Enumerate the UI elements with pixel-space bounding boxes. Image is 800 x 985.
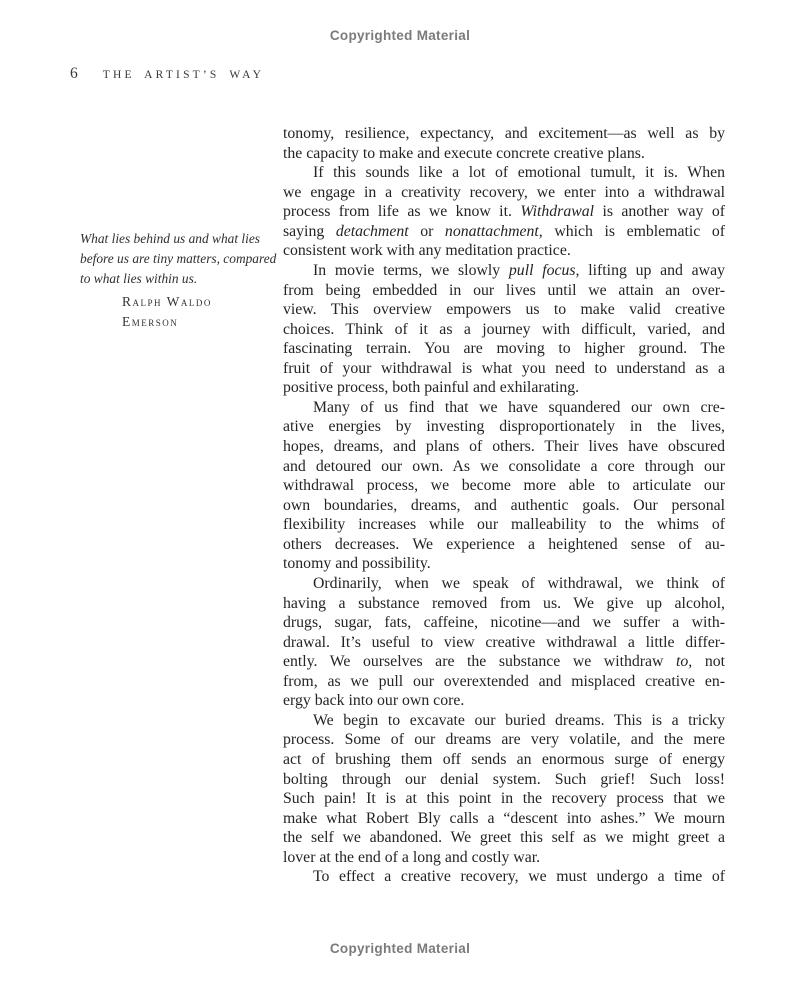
body-line	[283, 652, 725, 672]
attribution-line: Emerson	[122, 314, 179, 329]
quote-line: What lies behind us and what lies	[80, 231, 261, 246]
body-line	[283, 828, 725, 848]
body-line	[283, 359, 725, 379]
body-line	[283, 339, 725, 359]
body-line	[283, 300, 725, 320]
body-line	[283, 672, 725, 692]
body-line	[283, 515, 725, 535]
text-segment: hopes, dreams, and plans of others. Their lives have obscured	[283, 438, 725, 455]
text-segment: We begin to excavate our buried dreams. This is a tricky	[313, 711, 725, 729]
text-segment: fascinating terrain. You are moving to higher ground. The	[283, 340, 725, 358]
body-line	[283, 809, 725, 829]
text-segment: is another way of	[594, 203, 726, 221]
text-segment: withdrawal process, we become more able to articulate our	[283, 477, 725, 495]
text-segment: bolting through our denial system. Such grief! Such loss!	[283, 770, 725, 788]
body-line	[283, 437, 725, 457]
body-line	[283, 183, 725, 203]
text-segment: lifting up and away	[579, 261, 725, 279]
text-segment: or	[408, 222, 445, 240]
text-segment: tonomy and possibility.	[283, 555, 431, 573]
body-line	[283, 281, 725, 301]
text-segment: view. This overview empowers us to make valid creative	[283, 301, 725, 319]
text-segment: make what Robert Bly calls a “descent into ashes.” We mourn	[283, 809, 725, 827]
body-line	[283, 535, 725, 555]
text-segment: drugs, sugar, fats, caffeine, nicotine—and we suffer a with-	[283, 614, 725, 632]
body-line	[283, 320, 725, 340]
body-line	[283, 867, 725, 887]
text-segment: Ordinarily, when we speak of withdrawal, we think of	[313, 574, 725, 592]
body-line	[283, 417, 725, 437]
text-segment: from being embedded in our lives until we attain an over-	[283, 281, 725, 299]
italic-text-segment: pull focus,	[508, 261, 580, 279]
text-segment: tonomy, resilience, expectancy, and excitement—as well as by	[283, 125, 725, 142]
body-line	[283, 770, 725, 790]
body-line	[283, 476, 725, 496]
body-line	[283, 789, 725, 809]
text-segment: lover at the end of a long and costly war.	[283, 848, 541, 866]
text-segment: positive process, both painful and exhilarating.	[283, 379, 580, 397]
body-line	[283, 848, 725, 868]
book-title: THE ARTIST’S WAY	[102, 69, 265, 81]
text-segment: we engage in a creativity recovery, we enter into a withdrawal	[283, 183, 725, 201]
body-line	[283, 398, 725, 418]
body-line	[283, 222, 725, 242]
copyright-banner-bottom: Copyrighted Material	[329, 941, 471, 956]
body-line	[283, 613, 725, 633]
text-segment: flexibility increases while our malleability to the whims of	[283, 516, 725, 534]
running-head	[70, 65, 264, 83]
text-segment: fruit of your withdrawal is what you need to understand as a	[283, 359, 725, 377]
quote-line: before us are tiny matters, compared	[80, 251, 277, 266]
text-segment: from, as we pull our overextended and misplaced creative en-	[283, 672, 725, 690]
margin-quote	[80, 229, 285, 289]
body-line	[283, 554, 725, 574]
body-line	[283, 750, 725, 770]
text-segment: If this sounds like a lot of emotional tumult, it is. When	[313, 164, 725, 182]
text-segment: saying	[283, 222, 336, 240]
text-segment: ative energies by investing disproportionately in the lives,	[283, 418, 725, 436]
italic-text-segment: Withdrawal	[520, 203, 595, 221]
text-segment: others decreases. We experience a heightened sense of au-	[283, 535, 725, 553]
body-text-column	[283, 124, 725, 887]
text-segment: choices. Think of it as a journey with difficult, varied, and	[283, 320, 725, 338]
text-segment: Many of us find that we have squandered our own cre-	[313, 398, 725, 416]
body-line	[283, 730, 725, 750]
text-segment: process. Some of our dreams are very volatile, and the mere	[283, 731, 725, 749]
text-segment: Such pain! It is at this point in the recovery process that we	[283, 790, 725, 808]
body-line	[283, 144, 725, 164]
page-number: 6	[70, 65, 78, 82]
text-segment: drawal. It’s useful to view creative withdrawal a little differ-	[283, 633, 725, 651]
text-segment: ergy back into our own core.	[283, 692, 465, 710]
quote-line: to what lies within us.	[80, 271, 198, 286]
text-segment: ently. We ourselves are the substance we withdraw	[283, 653, 677, 671]
text-segment: own boundaries, dreams, and authentic goals. Our personal	[283, 496, 725, 514]
quote-attribution	[122, 292, 212, 332]
text-segment: In movie terms, we slowly	[313, 261, 509, 279]
italic-text-segment: detachment	[335, 222, 409, 240]
text-segment: the self we abandoned. We greet this self as we might greet a	[283, 829, 725, 847]
text-segment: which is emblematic of	[542, 222, 725, 240]
attribution-line: Ralph Waldo	[122, 294, 212, 309]
body-line	[283, 261, 725, 281]
text-segment: the capacity to make and execute concrete creative plans.	[283, 144, 645, 162]
body-line	[283, 378, 725, 398]
body-line	[283, 124, 725, 144]
body-line	[283, 457, 725, 477]
body-line	[283, 241, 725, 261]
body-line	[283, 633, 725, 653]
text-segment: To effect a creative recovery, we must undergo a time of	[313, 868, 725, 886]
body-line	[283, 691, 725, 711]
text-segment: process from life as we know it.	[283, 203, 521, 221]
italic-text-segment: nonattachment,	[444, 222, 543, 240]
text-segment: and detoured our own. As we consolidate a core through our	[283, 457, 725, 475]
text-segment: not	[692, 653, 725, 671]
body-line	[283, 496, 725, 516]
text-segment: act of brushing them off sends an enormous surge of energy	[283, 751, 725, 768]
italic-text-segment: to,	[676, 653, 693, 671]
text-segment: consistent work with any meditation practice.	[283, 242, 571, 260]
body-line	[283, 594, 725, 614]
body-line	[283, 202, 725, 222]
body-line	[283, 711, 725, 731]
text-segment: having a substance removed from us. We give up alcohol,	[283, 594, 725, 612]
body-line	[283, 574, 725, 594]
copyright-banner-top: Copyrighted Material	[329, 28, 471, 43]
body-line	[283, 163, 725, 183]
